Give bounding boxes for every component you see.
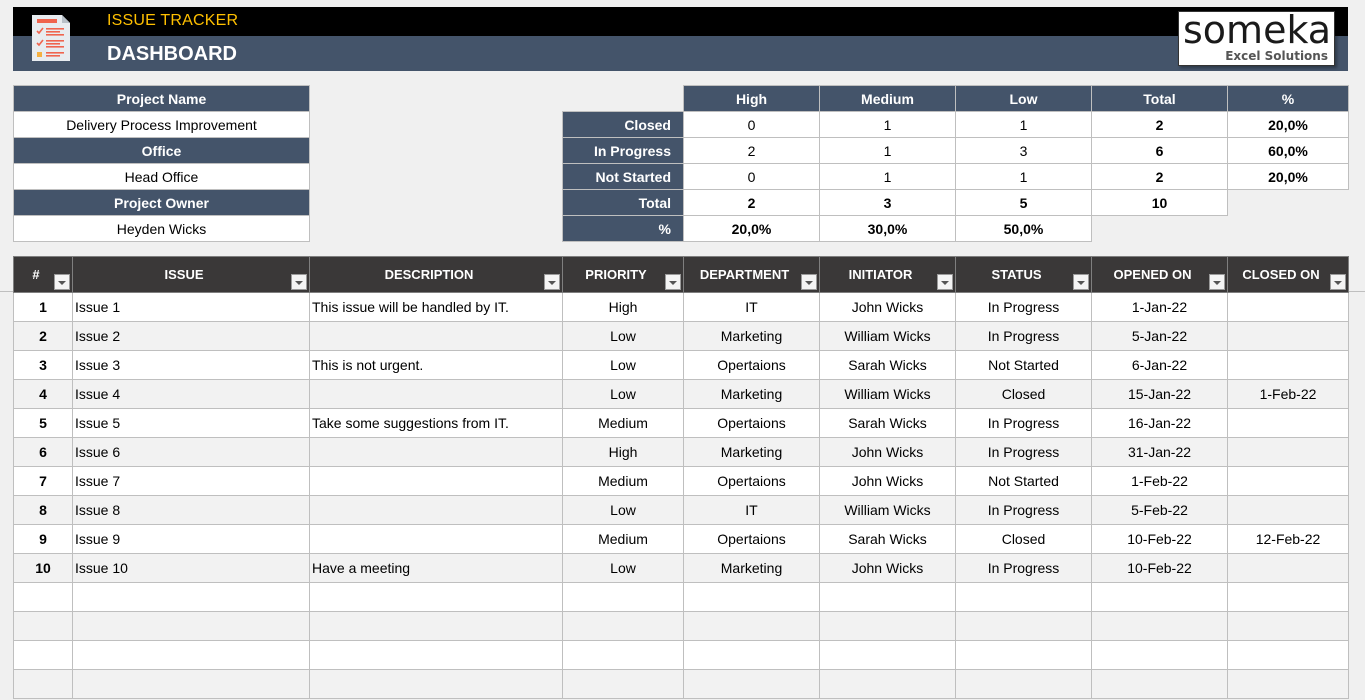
summary-empty <box>1228 216 1349 242</box>
cell-issue[interactable] <box>73 612 310 641</box>
cell-issue[interactable] <box>73 670 310 699</box>
status-priority-summary <box>562 85 1349 242</box>
cell-description[interactable] <box>310 322 563 351</box>
table-row[interactable] <box>14 438 1349 467</box>
cell-initiator[interactable] <box>820 612 956 641</box>
table-row[interactable] <box>14 554 1349 583</box>
table-row[interactable] <box>14 641 1349 670</box>
table-row[interactable] <box>14 409 1349 438</box>
cell-issue[interactable]: Issue 4 <box>73 380 310 409</box>
cell-priority[interactable]: High <box>563 293 684 322</box>
summary-pct-row <box>563 216 1349 242</box>
cell-description[interactable] <box>310 670 563 699</box>
filter-dropdown-icon[interactable] <box>937 274 953 290</box>
cell-closed-on[interactable] <box>1228 612 1349 641</box>
cell-closed-on[interactable] <box>1228 293 1349 322</box>
issues-table <box>13 256 1349 699</box>
cell-opened-on[interactable]: 6-Jan-22 <box>1092 351 1228 380</box>
office-value[interactable]: Head Office <box>14 164 310 190</box>
cell-description[interactable] <box>310 525 563 554</box>
cell-status[interactable] <box>956 641 1092 670</box>
cell-status[interactable]: Not Started <box>956 351 1092 380</box>
summary-total-cell: 5 <box>956 190 1092 216</box>
cell-closed-on[interactable]: 12-Feb-22 <box>1228 525 1349 554</box>
summary-col-high: High <box>684 86 820 112</box>
summary-cell: 1 <box>820 138 956 164</box>
cell-status[interactable]: Not Started <box>956 467 1092 496</box>
cell-closed-on[interactable] <box>1228 641 1349 670</box>
cell-description[interactable] <box>310 467 563 496</box>
summary-cell: 1 <box>956 112 1092 138</box>
cell-opened-on[interactable]: 5-Jan-22 <box>1092 322 1228 351</box>
col-header-priority <box>563 257 684 293</box>
summary-total-row <box>563 190 1349 216</box>
issues-table-body <box>14 293 1349 699</box>
cell-department[interactable] <box>684 583 820 612</box>
cell-closed-on[interactable] <box>1228 467 1349 496</box>
summary-cell: 0 <box>684 112 820 138</box>
summary-grand-total: 10 <box>1092 190 1228 216</box>
cell-number[interactable] <box>14 583 73 612</box>
summary-empty <box>1228 190 1349 216</box>
logo-brand-text: someka <box>1183 8 1332 52</box>
project-name-value[interactable]: Delivery Process Improvement <box>14 112 310 138</box>
cell-priority[interactable] <box>563 612 684 641</box>
summary-col-low: Low <box>956 86 1092 112</box>
cell-closed-on[interactable] <box>1228 409 1349 438</box>
cell-description[interactable]: This issue will be handled by IT. <box>310 293 563 322</box>
filter-dropdown-icon[interactable] <box>1330 274 1346 290</box>
cell-opened-on[interactable] <box>1092 641 1228 670</box>
cell-department[interactable]: Opertaions <box>684 351 820 380</box>
cell-issue[interactable] <box>73 583 310 612</box>
cell-department[interactable]: IT <box>684 496 820 525</box>
cell-status[interactable] <box>956 612 1092 641</box>
col-header-label: INITIATOR <box>848 267 913 282</box>
col-header-label: ISSUE <box>164 267 204 282</box>
summary-header-row <box>563 86 1349 112</box>
col-header-department <box>684 257 820 293</box>
cell-opened-on[interactable]: 31-Jan-22 <box>1092 438 1228 467</box>
cell-issue[interactable]: Issue 3 <box>73 351 310 380</box>
col-header-label: DESCRIPTION <box>384 267 474 282</box>
cell-initiator[interactable] <box>820 670 956 699</box>
logo-tagline: Excel Solutions <box>1225 49 1328 63</box>
filter-dropdown-icon[interactable] <box>801 274 817 290</box>
cell-status[interactable]: In Progress <box>956 554 1092 583</box>
table-row[interactable] <box>14 670 1349 699</box>
table-row[interactable] <box>14 583 1349 612</box>
col-header-label: CLOSED ON <box>1242 267 1320 282</box>
cell-number[interactable]: 7 <box>14 467 73 496</box>
cell-issue[interactable]: Issue 1 <box>73 293 310 322</box>
cell-issue[interactable]: Issue 10 <box>73 554 310 583</box>
table-row[interactable] <box>14 293 1349 322</box>
cell-priority[interactable]: Low <box>563 351 684 380</box>
summary-col-medium: Medium <box>820 86 956 112</box>
summary-cell: 0 <box>684 164 820 190</box>
filter-dropdown-icon[interactable] <box>665 274 681 290</box>
table-row[interactable] <box>14 525 1349 554</box>
cell-department[interactable]: Marketing <box>684 438 820 467</box>
cell-initiator[interactable] <box>820 583 956 612</box>
cell-initiator[interactable]: John Wicks <box>820 293 956 322</box>
cell-status[interactable]: In Progress <box>956 438 1092 467</box>
summary-empty <box>1092 216 1228 242</box>
summary-total-cell: 2 <box>684 190 820 216</box>
page-title: DASHBOARD <box>107 43 237 65</box>
cell-number[interactable]: 10 <box>14 554 73 583</box>
cell-number[interactable]: 1 <box>14 293 73 322</box>
cell-department[interactable]: Opertaions <box>684 525 820 554</box>
project-info-table <box>13 85 310 242</box>
col-header-label: OPENED ON <box>1113 267 1192 282</box>
cell-issue[interactable]: Issue 7 <box>73 467 310 496</box>
cell-opened-on[interactable]: 1-Jan-22 <box>1092 293 1228 322</box>
cell-number[interactable]: 5 <box>14 409 73 438</box>
cell-priority[interactable] <box>563 670 684 699</box>
project-owner-label: Project Owner <box>14 190 310 216</box>
table-row[interactable] <box>14 380 1349 409</box>
cell-issue[interactable]: Issue 5 <box>73 409 310 438</box>
cell-issue[interactable] <box>73 641 310 670</box>
cell-opened-on[interactable]: 1-Feb-22 <box>1092 467 1228 496</box>
cell-initiator[interactable]: John Wicks <box>820 554 956 583</box>
cell-description[interactable]: Have a meeting <box>310 554 563 583</box>
cell-status[interactable]: Closed <box>956 380 1092 409</box>
cell-opened-on[interactable]: 16-Jan-22 <box>1092 409 1228 438</box>
cell-status[interactable]: In Progress <box>956 293 1092 322</box>
cell-priority[interactable]: Low <box>563 554 684 583</box>
summary-pct-cell: 30,0% <box>820 216 956 242</box>
filter-dropdown-icon[interactable] <box>1209 274 1225 290</box>
col-header-issue <box>73 257 310 293</box>
summary-cell: 2 <box>684 138 820 164</box>
cell-initiator[interactable] <box>820 641 956 670</box>
cell-number[interactable]: 3 <box>14 351 73 380</box>
cell-issue[interactable]: Issue 9 <box>73 525 310 554</box>
summary-pct-cell: 20,0% <box>684 216 820 242</box>
col-header-description <box>310 257 563 293</box>
cell-initiator[interactable]: Sarah Wicks <box>820 525 956 554</box>
cell-closed-on[interactable] <box>1228 583 1349 612</box>
cell-department[interactable] <box>684 612 820 641</box>
summary-row-in-progress <box>563 138 1349 164</box>
cell-department[interactable]: Marketing <box>684 554 820 583</box>
project-name-label: Project Name <box>14 86 310 112</box>
summary-row-pct: 20,0% <box>1228 112 1349 138</box>
summary-cell: 3 <box>956 138 1092 164</box>
cell-number[interactable]: 6 <box>14 438 73 467</box>
cell-initiator[interactable]: William Wicks <box>820 380 956 409</box>
cell-description[interactable]: Take some suggestions from IT. <box>310 409 563 438</box>
cell-opened-on[interactable]: 10-Feb-22 <box>1092 554 1228 583</box>
col-header-number <box>14 257 73 293</box>
table-row[interactable] <box>14 467 1349 496</box>
cell-initiator[interactable]: John Wicks <box>820 467 956 496</box>
summary-row-total: 6 <box>1092 138 1228 164</box>
cell-department[interactable] <box>684 670 820 699</box>
cell-number[interactable]: 4 <box>14 380 73 409</box>
cell-opened-on[interactable] <box>1092 612 1228 641</box>
col-header-label: DEPARTMENT <box>699 267 790 282</box>
cell-closed-on[interactable]: 1-Feb-22 <box>1228 380 1349 409</box>
col-header-label: STATUS <box>991 267 1042 282</box>
table-row[interactable] <box>14 612 1349 641</box>
cell-department[interactable]: Marketing <box>684 322 820 351</box>
summary-pct-cell: 50,0% <box>956 216 1092 242</box>
cell-opened-on[interactable] <box>1092 670 1228 699</box>
cell-closed-on[interactable] <box>1228 438 1349 467</box>
summary-row-pct: 20,0% <box>1228 164 1349 190</box>
cell-status[interactable] <box>956 670 1092 699</box>
cell-priority[interactable]: Medium <box>563 409 684 438</box>
issues-header-row <box>14 257 1349 293</box>
summary-col-pct: % <box>1228 86 1349 112</box>
cell-opened-on[interactable]: 5-Feb-22 <box>1092 496 1228 525</box>
summary-row-closed <box>563 112 1349 138</box>
cell-priority[interactable]: Medium <box>563 525 684 554</box>
cell-initiator[interactable]: William Wicks <box>820 496 956 525</box>
summary-row-total: 2 <box>1092 112 1228 138</box>
cell-description[interactable] <box>310 496 563 525</box>
cell-number[interactable] <box>14 612 73 641</box>
cell-status[interactable]: Closed <box>956 525 1092 554</box>
cell-priority[interactable]: Low <box>563 322 684 351</box>
cell-closed-on[interactable] <box>1228 670 1349 699</box>
cell-issue[interactable]: Issue 2 <box>73 322 310 351</box>
filter-dropdown-icon[interactable] <box>1073 274 1089 290</box>
cell-number[interactable]: 2 <box>14 322 73 351</box>
cell-closed-on[interactable] <box>1228 496 1349 525</box>
table-row[interactable] <box>14 496 1349 525</box>
cell-closed-on[interactable] <box>1228 554 1349 583</box>
col-header-opened-on <box>1092 257 1228 293</box>
document-checklist-icon <box>30 13 72 63</box>
cell-initiator[interactable]: Sarah Wicks <box>820 351 956 380</box>
summary-cell: 1 <box>820 164 956 190</box>
cell-initiator[interactable]: Sarah Wicks <box>820 409 956 438</box>
cell-department[interactable]: Marketing <box>684 380 820 409</box>
cell-priority[interactable]: Low <box>563 380 684 409</box>
cell-department[interactable]: Opertaions <box>684 467 820 496</box>
gridline <box>1348 291 1365 292</box>
cell-number[interactable]: 9 <box>14 525 73 554</box>
col-header-closed-on <box>1228 257 1349 293</box>
filter-dropdown-icon[interactable] <box>291 274 307 290</box>
summary-cell: 1 <box>820 112 956 138</box>
table-row[interactable] <box>14 322 1349 351</box>
col-header-label: # <box>32 267 40 282</box>
col-header-label: PRIORITY <box>585 267 647 282</box>
summary-row-label: In Progress <box>563 138 684 164</box>
summary-total-cell: 3 <box>820 190 956 216</box>
cell-closed-on[interactable] <box>1228 351 1349 380</box>
summary-row-label: % <box>563 216 684 242</box>
cell-closed-on[interactable] <box>1228 322 1349 351</box>
cell-issue[interactable]: Issue 6 <box>73 438 310 467</box>
cell-initiator[interactable]: William Wicks <box>820 322 956 351</box>
cell-status[interactable]: In Progress <box>956 409 1092 438</box>
summary-cell: 1 <box>956 164 1092 190</box>
summary-row-total: 2 <box>1092 164 1228 190</box>
app-title: ISSUE TRACKER <box>107 12 239 29</box>
cell-issue[interactable]: Issue 8 <box>73 496 310 525</box>
cell-description[interactable]: This is not urgent. <box>310 351 563 380</box>
summary-row-label: Total <box>563 190 684 216</box>
cell-priority[interactable]: Medium <box>563 467 684 496</box>
col-header-initiator <box>820 257 956 293</box>
col-header-status <box>956 257 1092 293</box>
cell-initiator[interactable]: John Wicks <box>820 438 956 467</box>
cell-number[interactable]: 8 <box>14 496 73 525</box>
cell-description[interactable] <box>310 438 563 467</box>
someka-logo[interactable] <box>1178 8 1335 66</box>
cell-priority[interactable]: Low <box>563 496 684 525</box>
filter-dropdown-icon[interactable] <box>544 274 560 290</box>
cell-status[interactable] <box>956 583 1092 612</box>
cell-priority[interactable] <box>563 583 684 612</box>
cell-department[interactable] <box>684 641 820 670</box>
project-owner-value[interactable]: Heyden Wicks <box>14 216 310 242</box>
summary-row-not-started <box>563 164 1349 190</box>
cell-description[interactable] <box>310 583 563 612</box>
cell-status[interactable]: In Progress <box>956 322 1092 351</box>
summary-corner <box>563 86 684 112</box>
cell-description[interactable] <box>310 641 563 670</box>
office-label: Office <box>14 138 310 164</box>
filter-dropdown-icon[interactable] <box>54 274 70 290</box>
cell-status[interactable]: In Progress <box>956 496 1092 525</box>
cell-opened-on[interactable]: 10-Feb-22 <box>1092 525 1228 554</box>
cell-number[interactable] <box>14 670 73 699</box>
cell-department[interactable]: IT <box>684 293 820 322</box>
summary-row-label: Closed <box>563 112 684 138</box>
cell-description[interactable] <box>310 380 563 409</box>
cell-department[interactable]: Opertaions <box>684 409 820 438</box>
table-row[interactable] <box>14 351 1349 380</box>
cell-priority[interactable]: High <box>563 438 684 467</box>
cell-number[interactable] <box>14 641 73 670</box>
summary-col-total: Total <box>1092 86 1228 112</box>
cell-description[interactable] <box>310 612 563 641</box>
summary-row-label: Not Started <box>563 164 684 190</box>
cell-priority[interactable] <box>563 641 684 670</box>
summary-row-pct: 60,0% <box>1228 138 1349 164</box>
gridline <box>0 291 14 292</box>
cell-opened-on[interactable]: 15-Jan-22 <box>1092 380 1228 409</box>
cell-opened-on[interactable] <box>1092 583 1228 612</box>
